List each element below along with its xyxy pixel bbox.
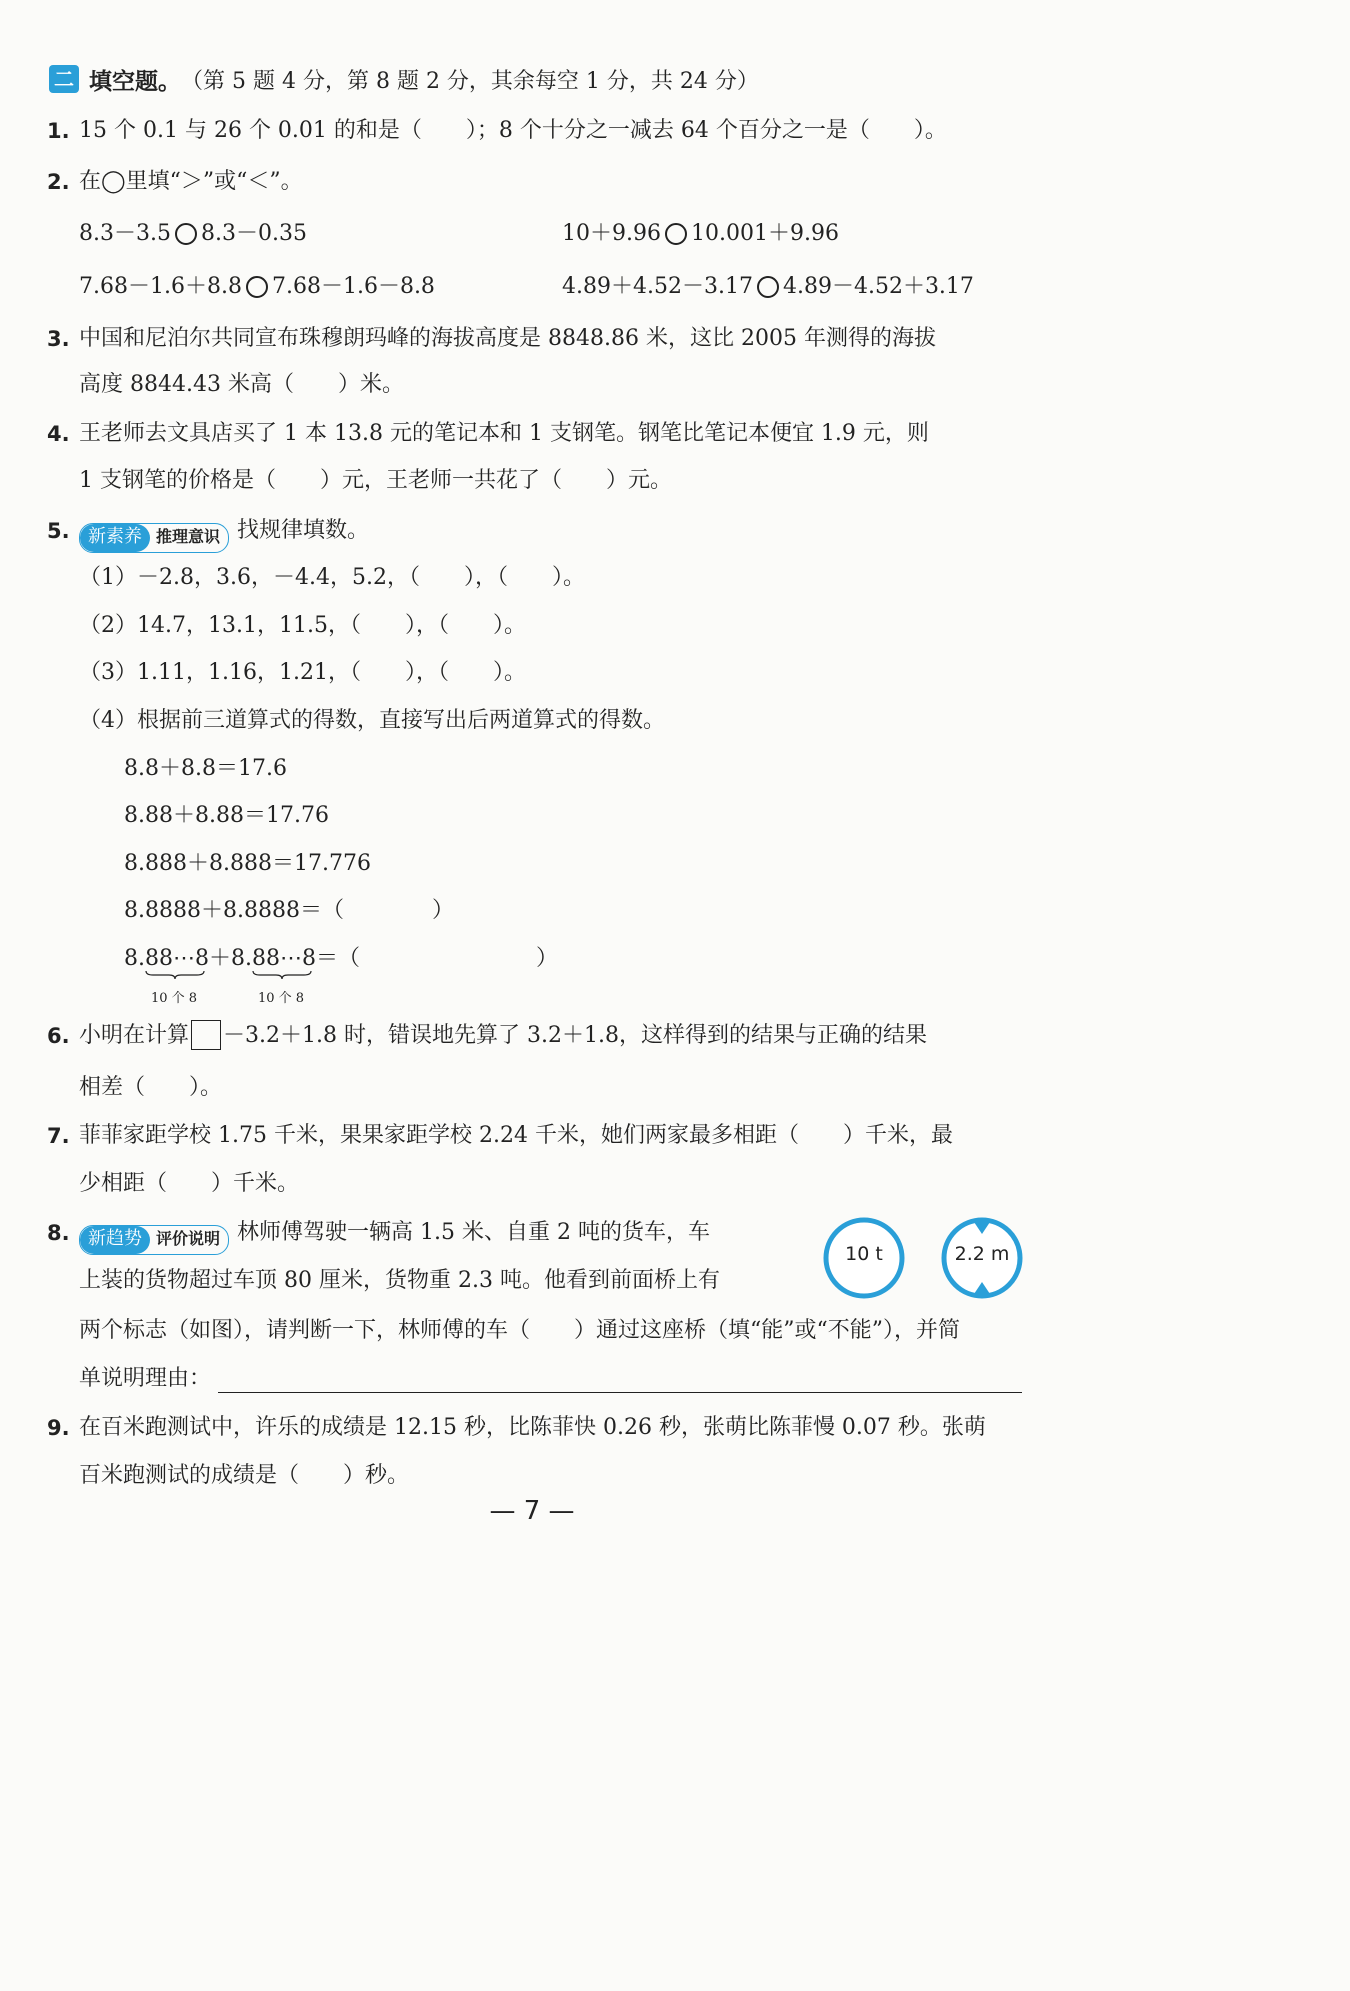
question-3-line-1: 中国和尼泊尔共同宣布珠穆朗玛峰的海拔高度是 8848.86 米，这比 2005 年测得的海拔	[79, 326, 936, 351]
section-badge: 二	[49, 65, 79, 93]
brace-note: 10 个 8	[258, 991, 305, 1006]
question-number: 1.	[47, 119, 70, 143]
equation-2: 8.88＋8.88＝17.76	[124, 803, 329, 828]
equation-4: 8.8888＋8.8888＝（ ）	[124, 898, 454, 923]
underbrace-icon	[145, 970, 205, 980]
question-number: 2.	[47, 170, 70, 194]
pattern-2: （2）14.7，13.1，11.5，（ ），（ ）。	[79, 613, 526, 638]
eq5-part: ＝（ ）	[316, 946, 559, 971]
question-8-line-3: 两个标志（如图），请判断一下，林师傅的车（ ）通过这座桥（填“能”或“不能”），并简	[79, 1318, 960, 1343]
question-number: 3.	[47, 327, 70, 351]
question-number: 6.	[47, 1024, 70, 1048]
eq5-digits: 88⋯8	[145, 946, 209, 971]
compare-row	[79, 270, 435, 304]
tag-label: 新素养	[80, 524, 150, 552]
section-note: （第 5 题 4 分，第 8 题 2 分，其余每空 1 分，共 24 分）	[181, 68, 759, 94]
compare-right: 4.89－4.52＋3.17	[782, 274, 974, 299]
question-2-prompt: 在◯里填“＞”或“＜”。	[79, 169, 303, 194]
question-5-header	[79, 514, 1022, 553]
compare-row	[79, 217, 307, 251]
compare-left: 4.89＋4.52－3.17	[562, 274, 753, 299]
question-6-line-2: 相差（ ）。	[79, 1075, 223, 1100]
compare-row	[562, 217, 839, 251]
repeating-eights	[252, 942, 316, 1006]
section-title: 填空题。	[89, 68, 181, 95]
compare-row	[562, 270, 974, 304]
q6-text: 小明在计算	[79, 1023, 190, 1048]
question-8-line-4: 单说明理由：	[79, 1366, 212, 1391]
question-9-line-2: 百米跑测试的成绩是（ ）秒。	[79, 1463, 410, 1488]
q8-text: 林师傅驾驶一辆高 1.5 米、自重 2 吨的货车，车	[237, 1220, 710, 1245]
question-4-line-2: 1 支钢笔的价格是（ ）元，王老师一共花了（ ）元。	[79, 468, 672, 493]
height-limit-label: 2.2 m	[954, 1243, 1010, 1265]
question-number: 7.	[47, 1124, 70, 1148]
question-number: 5.	[47, 519, 70, 543]
compare-left: 7.68－1.6＋8.8	[79, 274, 242, 299]
eq5-part: 8.	[124, 946, 145, 971]
question-7-line-2: 少相距（ ）千米。	[79, 1171, 300, 1196]
compare-right: 10.001＋9.96	[690, 221, 839, 246]
tag-sublabel: 评价说明	[156, 1229, 221, 1248]
answer-circle[interactable]	[665, 223, 687, 245]
question-6-line-1	[79, 1019, 1022, 1053]
brace-note: 10 个 8	[151, 991, 198, 1006]
question-9-line-1: 在百米跑测试中，许乐的成绩是 12.15 秒，比陈菲快 0.26 秒，张萌比陈菲慢 0.07 秒。张萌	[79, 1415, 986, 1440]
question-8-line-2: 上装的货物超过车顶 80 厘米，货物重 2.3 吨。他看到前面桥上有	[79, 1268, 720, 1293]
new-trend-tag	[79, 1225, 229, 1255]
question-7-line-1: 菲菲家距学校 1.75 千米，果果家距学校 2.24 千米，她们两家最多相距（ ）千米，最	[79, 1123, 953, 1148]
compare-left: 8.3－3.5	[79, 221, 171, 246]
question-3-line-2: 高度 8844.43 米高（ ）米。	[79, 372, 404, 397]
compare-right: 8.3－0.35	[200, 221, 307, 246]
answer-circle[interactable]	[757, 276, 779, 298]
eq5-digits: 88⋯8	[252, 946, 316, 971]
weight-limit-label: 10 t	[845, 1243, 883, 1265]
question-5-prompt: 找规律填数。	[237, 518, 370, 543]
answer-circle[interactable]	[175, 223, 197, 245]
question-4-line-1: 王老师去文具店买了 1 本 13.8 元的笔记本和 1 支钢笔。钢笔比笔记本便宜 1.9 元，则	[79, 421, 929, 446]
pattern-1: （1）－2.8，3.6，－4.4，5.2，（ ），（ ）。	[79, 565, 585, 590]
pattern-3: （3）1.11，1.16，1.21，（ ），（ ）。	[79, 660, 526, 685]
underbrace-icon	[252, 970, 312, 980]
question-number: 4.	[47, 422, 70, 446]
answer-underline[interactable]	[218, 1392, 1022, 1393]
q6-text: －3.2＋1.8 时，错误地先算了 3.2＋1.8，这样得到的结果与正确的结果	[223, 1023, 927, 1048]
new-literacy-tag	[79, 523, 229, 553]
equation-1: 8.8＋8.8＝17.6	[124, 756, 287, 781]
compare-left: 10＋9.96	[562, 221, 661, 246]
equation-5	[124, 942, 1022, 1006]
question-number: 8.	[47, 1221, 70, 1245]
section-header	[49, 62, 759, 96]
question-1-text: 15 个 0.1 与 26 个 0.01 的和是（ ）；8 个十分之一减去 64 个百分之一是（ ）。	[79, 118, 947, 143]
tag-label: 新趋势	[80, 1226, 150, 1254]
answer-circle[interactable]	[246, 276, 268, 298]
compare-right: 7.68－1.6－8.8	[271, 274, 435, 299]
question-number: 9.	[47, 1416, 70, 1440]
blank-box[interactable]	[191, 1020, 221, 1050]
tag-sublabel: 推理意识	[156, 527, 221, 546]
eq5-part: ＋8.	[209, 946, 252, 971]
pattern-4-prompt: （4）根据前三道算式的得数，直接写出后两道算式的得数。	[79, 708, 665, 733]
repeating-eights	[145, 942, 209, 1006]
page-number: — 7 —	[489, 1496, 575, 1526]
equation-3: 8.888＋8.888＝17.776	[124, 851, 371, 876]
